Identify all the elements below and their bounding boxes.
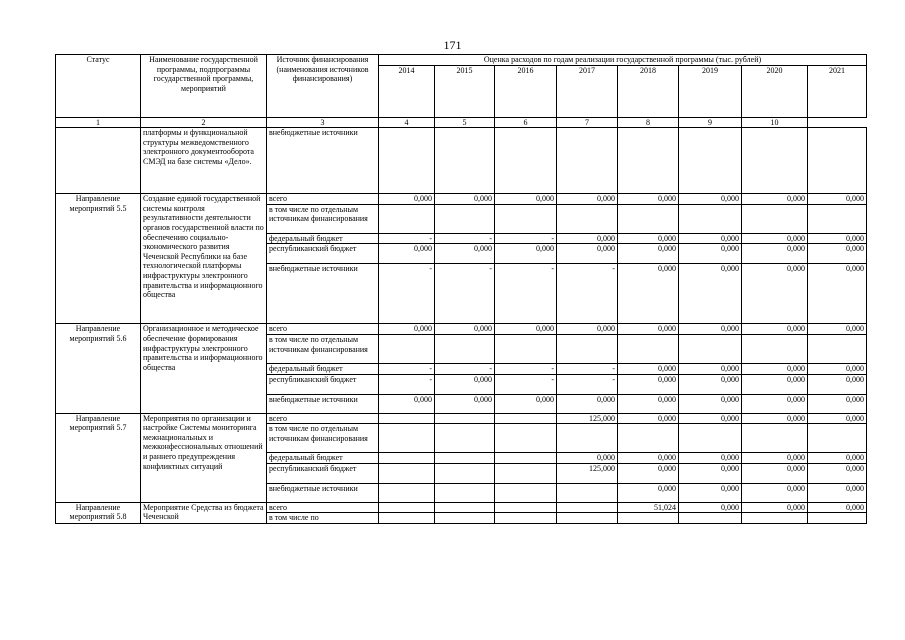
value-cell: 0,000 xyxy=(557,244,618,264)
value-cell: 0,000 xyxy=(679,453,742,464)
value-cell: 0,000 xyxy=(808,483,867,502)
value-cell xyxy=(679,513,742,524)
value-cell: 0,000 xyxy=(679,394,742,413)
value-cell: - xyxy=(379,264,435,324)
value-cell: 0,000 xyxy=(379,394,435,413)
value-cell: 0,000 xyxy=(808,194,867,205)
header-year: 2014 xyxy=(379,65,435,117)
value-cell: 0,000 xyxy=(618,363,679,374)
value-cell: - xyxy=(435,233,495,244)
value-cell: 0,000 xyxy=(495,324,557,335)
value-cell: 0,000 xyxy=(742,374,808,394)
value-cell: - xyxy=(495,363,557,374)
value-cell xyxy=(679,204,742,233)
value-cell: 0,000 xyxy=(618,324,679,335)
column-index: 6 xyxy=(495,117,557,128)
value-cell xyxy=(495,483,557,502)
value-cell: - xyxy=(495,374,557,394)
row-source: республиканский бюджет xyxy=(267,463,379,483)
row-status: Направление мероприятий 5.5 xyxy=(56,194,141,324)
value-cell xyxy=(808,128,867,194)
row-source: в том числе по отдельным источникам финансирования xyxy=(267,334,379,363)
column-index: 10 xyxy=(742,117,808,128)
value-cell: 0,000 xyxy=(742,483,808,502)
value-cell xyxy=(379,463,435,483)
value-cell: 0,000 xyxy=(495,394,557,413)
value-cell: 0,000 xyxy=(679,233,742,244)
value-cell xyxy=(557,502,618,513)
value-cell: 0,000 xyxy=(618,483,679,502)
header-source: Источник финансирования (наименования источников финансирования) xyxy=(267,55,379,118)
row-source: внебюджетные источники xyxy=(267,394,379,413)
value-cell: 0,000 xyxy=(679,324,742,335)
row-source: всего xyxy=(267,502,379,513)
row-source: всего xyxy=(267,324,379,335)
value-cell: 125,000 xyxy=(557,413,618,424)
header-year: 2020 xyxy=(742,65,808,117)
value-cell: 0,000 xyxy=(557,324,618,335)
value-cell xyxy=(618,424,679,453)
value-cell xyxy=(495,204,557,233)
value-cell xyxy=(379,413,435,424)
value-cell: 0,000 xyxy=(742,194,808,205)
value-cell xyxy=(618,128,679,194)
value-cell xyxy=(379,204,435,233)
value-cell xyxy=(742,334,808,363)
value-cell: - xyxy=(435,363,495,374)
column-index: 3 xyxy=(267,117,379,128)
value-cell: 0,000 xyxy=(618,413,679,424)
value-cell xyxy=(379,424,435,453)
value-cell: 0,000 xyxy=(808,374,867,394)
row-name: платформы и функциональной структуры межведомственного электронного документооборота СМЭД на базе системы «Дело». xyxy=(141,128,267,194)
column-index: 4 xyxy=(379,117,435,128)
header-estimate: Оценка расходов по годам реализации государственной программы (тыс. рублей) xyxy=(379,55,867,66)
header-year: 2018 xyxy=(618,65,679,117)
value-cell xyxy=(495,424,557,453)
value-cell xyxy=(808,513,867,524)
value-cell xyxy=(435,463,495,483)
value-cell: 0,000 xyxy=(557,233,618,244)
page-number: 171 xyxy=(443,38,462,52)
value-cell: 0,000 xyxy=(742,264,808,324)
header-name: Наименование государственной программы, подпрограммы государственной программы, мероприятий xyxy=(141,55,267,118)
value-cell xyxy=(495,463,557,483)
value-cell: 0,000 xyxy=(618,244,679,264)
row-name: Организационное и методическое обеспечение формирования инфраструктуры электронного правительства и информационного общества xyxy=(141,324,267,413)
value-cell xyxy=(808,204,867,233)
value-cell xyxy=(557,128,618,194)
column-index: 2 xyxy=(141,117,267,128)
row-source: внебюджетные источники xyxy=(267,264,379,324)
value-cell: 0,000 xyxy=(808,394,867,413)
value-cell: 0,000 xyxy=(379,324,435,335)
row-status: Направление мероприятий 5.6 xyxy=(56,324,141,413)
value-cell: - xyxy=(435,264,495,324)
budget-table xyxy=(55,54,867,524)
column-index: 5 xyxy=(435,117,495,128)
row-source: в том числе по отдельным источникам финансирования xyxy=(267,204,379,233)
value-cell xyxy=(618,204,679,233)
value-cell: 0,000 xyxy=(679,194,742,205)
table-row xyxy=(56,324,867,335)
value-cell: 0,000 xyxy=(435,194,495,205)
value-cell: 0,000 xyxy=(679,374,742,394)
value-cell: 0,000 xyxy=(808,453,867,464)
value-cell xyxy=(679,424,742,453)
value-cell xyxy=(435,204,495,233)
value-cell: 0,000 xyxy=(742,413,808,424)
value-cell xyxy=(435,513,495,524)
value-cell: - xyxy=(557,264,618,324)
value-cell: 0,000 xyxy=(379,244,435,264)
value-cell xyxy=(495,413,557,424)
row-source: федеральный бюджет xyxy=(267,233,379,244)
value-cell: - xyxy=(379,233,435,244)
value-cell xyxy=(379,502,435,513)
column-index: 8 xyxy=(618,117,679,128)
value-cell: 0,000 xyxy=(679,483,742,502)
value-cell: 0,000 xyxy=(808,244,867,264)
row-name: Мероприятия по организации и настройке Системы мониторинга межнациональных и межконфессиональных отношений и раннего предупреждения конфликтных ситуаций xyxy=(141,413,267,502)
value-cell xyxy=(495,128,557,194)
header-year: 2015 xyxy=(435,65,495,117)
value-cell: 0,000 xyxy=(742,363,808,374)
value-cell xyxy=(679,128,742,194)
row-name: Мероприятие Средства из бюджета Чеченской xyxy=(141,502,267,523)
value-cell: 0,000 xyxy=(618,453,679,464)
row-source: всего xyxy=(267,413,379,424)
value-cell xyxy=(557,483,618,502)
table-row xyxy=(56,502,867,513)
value-cell: 0,000 xyxy=(808,324,867,335)
value-cell xyxy=(679,334,742,363)
value-cell: 0,000 xyxy=(557,453,618,464)
value-cell: 0,000 xyxy=(808,413,867,424)
value-cell: 0,000 xyxy=(618,194,679,205)
value-cell xyxy=(808,424,867,453)
value-cell xyxy=(435,453,495,464)
row-source: внебюджетные источники xyxy=(267,128,379,194)
value-cell: - xyxy=(557,374,618,394)
column-index: 1 xyxy=(56,117,141,128)
value-cell xyxy=(618,513,679,524)
header-year: 2016 xyxy=(495,65,557,117)
value-cell xyxy=(379,334,435,363)
value-cell: - xyxy=(379,363,435,374)
value-cell: 0,000 xyxy=(618,264,679,324)
row-source: федеральный бюджет xyxy=(267,363,379,374)
row-source: федеральный бюджет xyxy=(267,453,379,464)
value-cell: 0,000 xyxy=(557,394,618,413)
value-cell xyxy=(495,334,557,363)
header-year: 2021 xyxy=(808,65,867,117)
value-cell xyxy=(435,128,495,194)
value-cell: 0,000 xyxy=(679,463,742,483)
value-cell: 0,000 xyxy=(742,233,808,244)
header-year: 2017 xyxy=(557,65,618,117)
table-row xyxy=(56,413,867,424)
row-source: внебюджетные источники xyxy=(267,483,379,502)
value-cell: 0,000 xyxy=(618,394,679,413)
row-status xyxy=(56,128,141,194)
value-cell xyxy=(435,502,495,513)
value-cell xyxy=(435,334,495,363)
value-cell: 0,000 xyxy=(435,394,495,413)
value-cell xyxy=(435,413,495,424)
value-cell xyxy=(435,483,495,502)
value-cell: 51,024 xyxy=(618,502,679,513)
row-status: Направление мероприятий 5.7 xyxy=(56,413,141,502)
value-cell xyxy=(379,483,435,502)
value-cell: 0,000 xyxy=(379,194,435,205)
value-cell xyxy=(808,334,867,363)
row-source: в том числе по отдельным источникам финансирования xyxy=(267,424,379,453)
value-cell: 0,000 xyxy=(618,463,679,483)
row-source: республиканский бюджет xyxy=(267,244,379,264)
value-cell xyxy=(435,424,495,453)
value-cell xyxy=(379,453,435,464)
value-cell xyxy=(618,334,679,363)
value-cell: 0,000 xyxy=(808,264,867,324)
row-source: республиканский бюджет xyxy=(267,374,379,394)
value-cell xyxy=(742,204,808,233)
value-cell xyxy=(495,502,557,513)
row-name: Создание единой государственной системы контроля результативности деятельности органов государственной власти по обеспечению социально-экономического развития Чеченской Республики на базе технологической платформы инфраструктуры электронного правительства и информационного общества xyxy=(141,194,267,324)
value-cell: 125,000 xyxy=(557,463,618,483)
value-cell xyxy=(557,424,618,453)
value-cell: 0,000 xyxy=(618,374,679,394)
value-cell: - xyxy=(557,363,618,374)
value-cell: 0,000 xyxy=(742,502,808,513)
row-source: в том числе по xyxy=(267,513,379,524)
value-cell: 0,000 xyxy=(679,363,742,374)
value-cell: 0,000 xyxy=(679,264,742,324)
value-cell: 0,000 xyxy=(495,244,557,264)
value-cell xyxy=(557,513,618,524)
value-cell: 0,000 xyxy=(679,244,742,264)
row-status: Направление мероприятий 5.8 xyxy=(56,502,141,523)
value-cell: 0,000 xyxy=(742,244,808,264)
header-status: Статус xyxy=(56,55,141,118)
column-index: 7 xyxy=(557,117,618,128)
value-cell: 0,000 xyxy=(742,463,808,483)
value-cell: 0,000 xyxy=(808,502,867,513)
value-cell xyxy=(742,128,808,194)
value-cell: 0,000 xyxy=(679,413,742,424)
value-cell: 0,000 xyxy=(618,233,679,244)
value-cell xyxy=(557,334,618,363)
value-cell xyxy=(557,204,618,233)
value-cell xyxy=(379,128,435,194)
value-cell xyxy=(495,513,557,524)
value-cell: 0,000 xyxy=(742,324,808,335)
value-cell: - xyxy=(495,233,557,244)
value-cell: 0,000 xyxy=(679,502,742,513)
value-cell: 0,000 xyxy=(495,194,557,205)
value-cell: 0,000 xyxy=(808,463,867,483)
value-cell: 0,000 xyxy=(742,394,808,413)
value-cell xyxy=(495,453,557,464)
value-cell xyxy=(742,424,808,453)
value-cell: 0,000 xyxy=(557,194,618,205)
value-cell: - xyxy=(379,374,435,394)
table-row xyxy=(56,128,867,194)
value-cell xyxy=(379,513,435,524)
value-cell: 0,000 xyxy=(742,453,808,464)
value-cell: 0,000 xyxy=(435,324,495,335)
header-year: 2019 xyxy=(679,65,742,117)
value-cell: - xyxy=(495,264,557,324)
column-index: 9 xyxy=(679,117,742,128)
value-cell: 0,000 xyxy=(808,233,867,244)
value-cell xyxy=(742,513,808,524)
value-cell: 0,000 xyxy=(808,363,867,374)
table-row xyxy=(56,194,867,205)
row-source: всего xyxy=(267,194,379,205)
value-cell: 0,000 xyxy=(435,374,495,394)
value-cell: 0,000 xyxy=(435,244,495,264)
